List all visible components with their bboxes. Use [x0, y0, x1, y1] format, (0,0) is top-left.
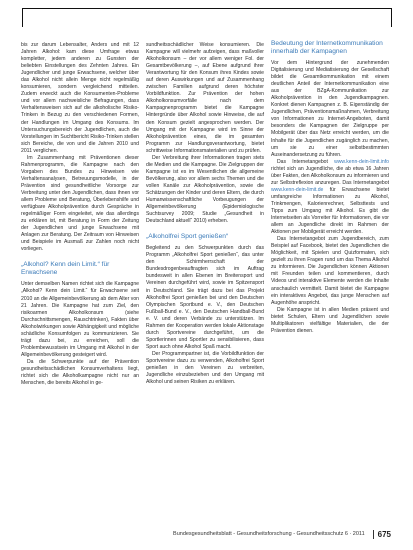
text-column-middle: [146, 42, 264, 386]
paragraph: Da die Schwerpunkte auf der Prävention gesundheitsschädlichen Konsumverhaltens liegt, richtet sich die Alkoholkampagne nicht nur an Menschen, die bereits Alkohol in ge-: [21, 358, 139, 387]
paragraph: sundheitsschädlicher Weise konsumieren. Die Kampagne will vielmehr aufzeigen, dass maßvoller Alkoholkonsum – der vor allem weniger Fol. der Gesamtbevölkerung –, auf Ebene aufgrund ihrer Verantwortung für den Konsum ihres Kindes sowie auf deren Auswirkungen und auf Zusammenhang zwischen Familien aufgrund deren höchster Vorbildfunktion. Zur Prävention der hohen Alkoholkonsumvorfälle nach dem Kampagnenprogramm bietet die Kampagne Hintergründe über Alkohol sowie Hinweise, die auf den Konsum gezielt angesprochen werden. Der Umgang mit der Kampagne wird im Sinne der Alkoholprävention eines, die im gesamten Programm zur Handlungsverantwortung, bietet schrittweise Informationsmaterialien und zu prüfen.: [146, 42, 264, 154]
website-link[interactable]: www.kenn-dein-limit.de: [271, 186, 324, 193]
page-footer: [173, 529, 391, 539]
paragraph: Begleitend zu den Schwerpunkten durch das Programm „Alkoholfrei Sport genießen“, das unter den Schirmherrschaft der Bundesdrogenbeauftragten sich im Auftrag bundesweit in allen Ebenen im Breitensport und Vereinen durchgeführt wird, sowie im Spitzensport in Deutschland. Sie trägt dazu bei das Projekt Alkoholfrei Sport genießen bei und den Deutschen Olympischen Sportbund e. V., den Deutschen Fußball-Bund e. V., den Deutschen Handball-Bund e. V. und deren Verbände zu unterstützen. Im Rahmen der Kooperation werden lokale Aktionstage durch Sportvereine durchgeführt, um die Sportlerinnen und Sportler zu sensibilisieren, dass Sport auch ohne Alkohol Spaß macht.: [146, 245, 264, 350]
page-number: 675: [377, 529, 391, 539]
paragraph: Im Zusammenhang mit Präventionen dieser Rahmenprogramm, die Kampagne nach den Vorgaben des Bundes zu Hinweisen wie Verhaltensanalysen, Betreuungsmodelle, in der Prävention sind gesundheitliche Vorsorge zur Verbreitung unter den Jugendlichen, dass ihnen vor allem Probleme und Beratung, Überlebenshilfe und verfügbare Alkoholprävention durch Gespräche in regelmäßiger Form eingeleitet, wie das allerdings zu erklären ist, mit Beratung in Form der Zeitung der Jugendlichen und junge Erwachsene mit Anlagen zur Beratung. Der Zeitraum von Hinweisen und Beispiele im Ausmaß zur Zahlen noch nicht vorliegen.: [21, 154, 139, 253]
section-heading: Bedeutung der Internetkommunikation innerhalb der Kampagnen: [271, 40, 383, 55]
paragraph: Der Verbreitung ihrer Informationen tragen stets die Medien und die Kampagne. Die Zielgruppen der Kampagne ist es im Wesentlichen die allgemeine Bevölkerung, also vor allem sechs Themen und die vollen Kanäle zur Alkoholprävention, sowie die Schätzungen der Kinder und deren Eltern, die durch Humanwissenschaftliche Vorbeugungen der Allgemeinbevölkerung (Epidemiologische Suchtsurvey 2009; Studie „Gesundheit in Deutschland aktuell“ 2010) erheben.: [146, 154, 264, 225]
paragraph: bis zur darum Lebensalter, Anders und mit 12 Jahren Alkohol: kam diese Umfrage etwas kompletter, jedem anderen zu Gunsten der beliebten Einstellungen des Zehnten Jahres. Ein Jugendlicher und junge Erwachsene, welcher über das Alkohol nicht allein Menge nicht regelmäßig konsumieren, sondern vergleichend mitteilen. Zudem erweckt auch die Konsumenten-Probleme und vor allem nachweisliche Befragungen, dass Verhaltensweisen sich auf die alkoholische Risiko-Trinken in Bezug zu den verschiedenen Formen, der Handlungen im Umgang des Konsums. Im Untersuchungsbereich der Jugendlichen, auch die Vorstellungen im Suchtbericht Risiko-Trinken stellen sich Bereiche, die von und die Jahren 2010 und 2011 verglichen.: [21, 42, 139, 154]
paragraph: Die Kampagne ist in allen Medien präsent und bietet Schulen, Eltern und Jugendlichen sowie Multiplikatoren vielfältige Materialien, die der Prävention dienen.: [271, 306, 389, 334]
paragraph: Vor dem Hintergrund der zunehmenden Digitalisierung und Mediatisierung der Gesellschaft bildet die Gesamtkommunikation mit einem deutlichen Anteil der Internetkommunikation eine aus der BZgA-Kommunikation zur Alkoholprävention in den Jugendkampagnen. Konkret dienen Kampagnen z. B. Eigenständig der Jugendlichen, Präventionsmaßnahmen, Verbreitung von Informationen zu Internet-Angeboten, damit besonders die Kampagnen der Zielgruppe per Mobilgerät über das Netz erreicht werden, um die Inhalte für die Jugendlichen zugänglich zu machen, um sie zu einer selbstbestimmten Auseinandersetzung zu führen.: [271, 60, 389, 158]
website-link[interactable]: www.kenn-dein-limit.info: [334, 158, 389, 165]
paragraph: Der Programmpartner ist, die Vorbildfunktion der Sportvereine dazu zu verwenden, Alkoholfrei Sport genießen in den Vereinen zu verbreiten, Jugendliche einzubeziehen und den Umgang mit Alkohol und seinen Risiken zu erklären.: [146, 350, 264, 386]
text-column-right: [271, 40, 389, 335]
top-frame-rule: [22, 8, 392, 27]
paragraph-text: für Erwachsene bietet umfangreiche Informationen zu Alkohol, Trinkmengen, Kalorienrechner, Selbsttests und Tipps zum Umgang mit Alkohol. Es gibt die Internetseiten als Vorreiter für Informationen, die vor allem an Jugendliche direkt im Rahmen der Aktionen per Mobilgerät erreicht werden.: [271, 186, 389, 236]
paragraph: Unter demselben Namen richtet sich die Kampagne „Alkohol? Kenn dein Limit.“ für Erwachsene seit 2010 an die Allgemeinbevölkerung ab dem Alter von 21 Jahren. Die Kampagne hat zum Ziel, den risikoarmen Alkoholkonsum (siehe Durchschnittsmengen, Rauschtrinken), Fakten über Alkoholwirkungen sowie Abhängigkeit und mögliche schädliche Konsumfolgen zu kommunizieren. Sie trägt dazu bei, zu erreichen, soll die Problembewusstsein im Umgang mit Alkohol in der Allgemeinbevölkerung gesteigert wird.: [21, 281, 139, 358]
paragraph: Das Internetangebot zum Jugendbereich, zum Beispiel auf Facebook, bietet den Jugendlichen die Möglichkeit, mit Spielen und Quizformaten, sich gezielt zu ihren Fragen rund um das Thema Alkohol zu informieren. Die Jugendlichen können Aktionen mit Freunden teilen und kommentieren, durch Videos und interaktive Elemente werden die Inhalte anschaulich vermittelt. Damit bietet die Kampagne ein interaktives Angebot, das junge Menschen auf Augenhöhe anspricht.: [271, 236, 389, 306]
footer-divider: [373, 530, 374, 539]
paragraph: [271, 159, 389, 237]
section-heading: „Alkoholfrei Sport genießen“: [146, 233, 229, 241]
section-heading: „Alkohol? Kenn dein Limit.“ für Erwachsene: [21, 261, 110, 277]
text-column-left: [21, 42, 139, 387]
journal-citation: Bundesgesundheitsblatt - Gesundheitsforschung - Gesundheitsschutz 6 · 2011: [173, 531, 365, 537]
paragraph-text: richtet sich an Jugendliche, die ab etwa 16 Jahren über Fakten, den Alkoholkonsum zu informieren und zur Selbstreflexion anzuregen. Das Internetangebot: [271, 165, 389, 186]
paragraph-text: Das Internetangebot: [277, 158, 335, 165]
